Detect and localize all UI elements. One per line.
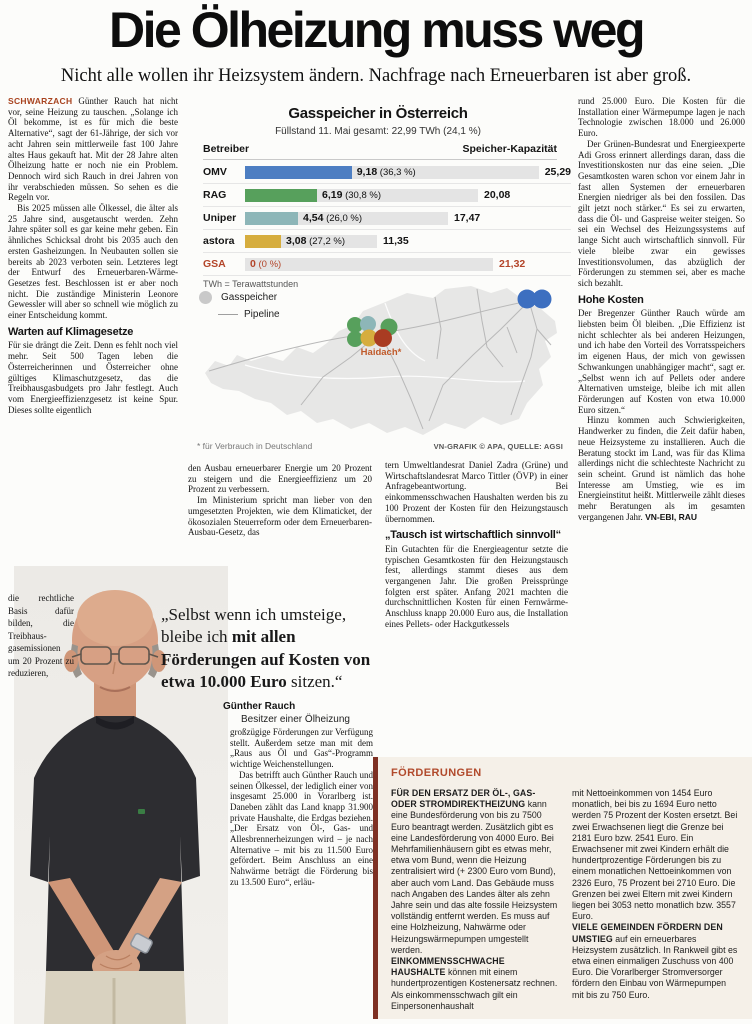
infobox-paragraph: mit Nettoeinkommen von 1454 Euro monatlich, bei bis zu 1694 Euro netto werden 75 Prozent der Kosten ersetzt. Bei zwei Erwachsenen liegt die Grenze bei 2181 Euro bzw. 2541 Euro. Ein Erwachsener mit zwei Kindern erhält die hundertprozentige Förderungen bis zu einem monatlichen Nettoeinkommen von 2326 Euro, 75 Prozent bei 2710 Euro. Die Grenzen bei zwei Eltern mit zwei Kindern liegen bei 3053 netto monatlich bzw. 3557 Euro. <box>572 788 738 922</box>
author-byline: VN-EBI, RAU <box>645 511 698 522</box>
capacity-track <box>245 189 478 202</box>
paragraph: Das betrifft auch Günther Rauch und seinen Ölkessel, der lediglich einer von insgesamt 25.000 in Vorarlberg ist. Daneben zählt das Land knapp 31.900 private Haushalte, die Erdgas beziehen. „Der Ersatz von Öl-, Gas- und Allesbrennerheizungen wird – je nach Alternative – mit bis zu 11.500 Euro gefördert. Beim Anschluss an eine Nahwärme beträgt die Förderung bis zu 13.500 Euro“, erläu- <box>230 769 373 887</box>
chart-column-headers <box>203 143 557 160</box>
chart-row-gsa <box>203 253 571 276</box>
chart-row-omv <box>203 161 571 184</box>
legend-label: Gasspeicher <box>221 292 278 303</box>
map-notes <box>197 441 563 451</box>
infobox-paragraph: FÜR DEN ERSATZ DER ÖL-, GAS- ODER STROMDIREKTHEIZUNG kann eine Bundesförderung von bis zu 7500 Euro beantragt werden. Zusätzlich gibt es eine Landesförderung von 4000 Euro. Bei Mehrfamilienhäusern gibt es etwas mehr, etwa vom Bund, wenn die Heizung zentralisiert wird (+ 2300 Euro vom Bund), aber auch vom Land. Das Gebäude muss nach Angaben des Landes älter als zehn Jahre sein und das alte fossile Heizsystem vollständig entfernt werden. Es muss auf eine Holzheizung, Nahwärme oder Heizungswärmepumpen umgestellt werden. <box>391 788 558 955</box>
fill-value: 6,19 (30,8 %) <box>322 188 381 201</box>
map-footnote: * für Verbrauch in Deutschland <box>197 441 313 451</box>
infobox-paragraph: EINKOMMENSSCHWACHE HAUSHALTE können mit einem hundertprozentigen Kostenersatz rechnen. Als einkommensschwach gilt ein Einpersonenhaushalt <box>391 956 558 1011</box>
legend-item-pipeline <box>199 306 280 323</box>
infobox-foerderungen <box>373 757 752 1019</box>
chart-header-right: Speicher-Kapazität <box>462 143 557 155</box>
paragraph-text: Günther Rauch hat nicht vor, seine Heizung zu tauschen. „Solange ich Öl bekomme, ist es für mich die beste Alternative“, sagt der 61-Jährige, der sich vor acht Jahren sein mittlerweile fast 100 Jahre altes Haus gekauft hat. Mit der 28 Jahre alten Ölheizung hatte er noch nie ein Problem. Dennoch wird sich Rauch in drei Jahren von ihr verabschieden müssen. So sehen es die Regeln vor. <box>8 96 178 203</box>
fill-bar <box>245 166 352 179</box>
chart-footnote: TWh = Terawattstunden <box>203 279 299 289</box>
infobox-columns <box>391 788 740 1012</box>
chart-subtitle: Füllstand 11. Mai gesamt: 22,99 TWh (24,1 %) <box>275 126 481 137</box>
subheadline: Nicht alle wollen ihr Heizsystem ändern. Nachfrage nach Erneuerbaren ist aber groß. <box>60 66 692 86</box>
capacity-value: 21,32 <box>499 258 526 270</box>
quote-author-role: Besitzer einer Ölheizung <box>241 713 350 725</box>
article-column-3 <box>385 460 568 630</box>
chart-header-left: Betreiber <box>203 143 250 155</box>
legend-label: Pipeline <box>244 309 280 320</box>
pull-quote-text <box>161 604 377 694</box>
gas-storage-infographic <box>185 103 571 461</box>
fill-bar <box>245 189 317 202</box>
quote-author: Günther Rauch <box>223 700 296 712</box>
fill-bar <box>245 235 281 248</box>
infobox-paragraph: VIELE GEMEINDEN FÖRDERN DEN UMSTIEG auf ein erneuerbares Heizsystem zusätzlich. In Rankweil gibt es etwa einen einmaligen Zuschuss von 400 Euro. Die Vorarlberger Stromversorger fördern den Einbau von Wärmepumpen mit bis zu 750 Euro. <box>572 922 738 1000</box>
capacity-value: 17,47 <box>454 212 481 224</box>
chart-row-rag <box>203 184 571 207</box>
paragraph-text: Hinzu kommen auch Schwierigkeiten, Handwerker zu finden, die Zeit dafür haben, neue Heizsysteme zu installieren. Auch die Beratung stockt im Land, was für das Klima allerdings nicht die schlechteste Nachricht zu sein scheint. Grund ist nämlich das hohe Interesse am Umstieg, wie es im Energieinstitut heißt. Mittlerweile zählt dieses mehr Beratungen als im gesamten vergangenen Jahr. <box>578 415 745 522</box>
capacity-value: 11,35 <box>383 235 409 247</box>
capacity-track <box>245 212 448 225</box>
paragraph <box>8 96 178 203</box>
bar-label: GSA <box>203 258 226 270</box>
fill-bar <box>245 212 298 225</box>
chart-row-uniper <box>203 207 571 230</box>
paragraph: Der Grünen-Bundesrat und Energieexperte Adi Gross erinnert allerdings daran, dass die Investitionskosten nur das eine seien. „Die Gesamtkosten waren schon vor einem Jahr in fast allen Systemen der erneuerbaren Energien niedriger als bei den fossilen. Das gilt jetzt noch stärker.“ Es sei zu erwarten, dass die Öl- und Gaspreise weiter steigen. So sei ein Wechsel des Heizungssystems auf lange Sicht auch wirtschaftlich sinnvoll. Für viele bleibe zwar ein gewisses Investitionsvolumen, das abzüglich der Förderungen zu stemmen sei, aber es mache sich bezahlt. <box>578 138 745 288</box>
capacity-value: 20,08 <box>484 189 511 201</box>
article-column-1 <box>8 96 178 415</box>
capacity-track <box>245 235 377 248</box>
fill-value: 0 (0 %) <box>250 257 282 270</box>
map-storage-dot <box>533 290 552 309</box>
paragraph: Für sie drängt die Zeit. Denn es fehlt noch viel mehr. Seit 500 Tagen leben die Österreicherinnen und Österreicher ohne gültiges Klimaschutzgesetz, das die Treibhausgasbudgets pro Jahr festlegt. Auch vom Energieeffizienzgesetz ist keine Spur. Dieses sollte eigentlich <box>8 340 178 415</box>
legend-item-gasspeicher <box>199 289 280 306</box>
map-label-haidach: Haidach* <box>360 347 402 358</box>
infobox-title: FÖRDERUNGEN <box>391 767 482 779</box>
infobox-column-2 <box>572 788 740 1012</box>
article-column-1-narrow: die rechtliche Basis dafür bilden, die Treibhausgasemissionen um 20 Prozent zu reduzieren, <box>8 593 74 678</box>
chart-rows <box>203 161 571 276</box>
chart-title: Gasspeicher in Österreich <box>288 105 468 122</box>
map-legend <box>199 289 280 323</box>
dateline: SCHWARZACH <box>8 96 73 106</box>
section-subhead-tausch: „Tausch ist wirtschaftlich sinnvoll“ <box>385 529 561 542</box>
storage-dot-icon <box>199 291 212 304</box>
pull-quote <box>161 604 377 725</box>
map-credit: VN-GRAFIK © APA, QUELLE: AGSI <box>433 442 563 451</box>
fill-value: 4,54 (26,0 %) <box>303 211 362 224</box>
paragraph: großzügige Förderungen zur Verfügung stellt. Außerdem setze man mit dem „Raus aus Öl und Gas“-Programm wichtige Weichenstellungen. <box>230 727 373 770</box>
bar-label: astora <box>203 235 235 247</box>
quote-bold: mit allen Förderungen auf Kosten von etwa 10.000 Euro <box>161 627 371 692</box>
capacity-value: 25,29 <box>544 166 571 178</box>
paragraph: Ein Gutachten für die Energieagentur setzte die typischen Gesamtkosten für den Heizungstausch fest, allerdings stammt dieses aus dem vergangenen Jahr. Die großen Preissprünge folgten erst später. Anfang 2021 machten die durchschnittlichen Kosten für einen Fernwärme-Anschluss knapp 20.000 Euro aus, die Installation eines Pellets- oder Hackgutkessels <box>385 543 568 629</box>
chart-row-astora <box>203 230 571 253</box>
paragraph: Bis 2025 müssen alle Ölkessel, die älter als 25 Jahre sind, ausgetauscht werden. Zehn Jahre später soll es gar keine mehr geben. Ein ähnliches Schicksal droht bis 2035 auch den ersten Gasheizungen. In Neubauten sollen sie bereits ab 2023 verboten sein. Letzteres legt der Entwurf des Erneuerbaren-Wärme-Gesetzes fest. Beschlossen ist er aber noch nicht. Die zuständige Ministerin Leonore Gewessler will aber so schnell wie möglich zu einer Entscheidung kommt. <box>8 203 178 321</box>
quote-regular: sitzen.“ <box>286 672 343 692</box>
infobox-column-1 <box>391 788 559 1012</box>
paragraph: Der Bregenzer Günther Rauch würde am liebsten beim Öl bleiben. „Die Effizienz ist nicht schlechter als bei anderen Heizungen, und ich habe den Vorteil des Vorratsspeichers im eigenen Haus, der mich von gewissen Schwankungen unabhängiger macht“, sagt er. „Selbst wenn ich auf Pellets oder andere Alternativen umsteige, bleibe ich mit allen Förderungen auf Kosten von etwa 10.000 Euro sitzen.“ <box>578 308 745 415</box>
paragraph: Im Ministerium spricht man lieber von den umgesetzten Projekten, wie dem Klimaticket, der ökosozialen Steuerreform oder dem Erneuerbaren-Ausbau-Gesetz, das <box>188 495 372 538</box>
article-column-2-lower <box>230 727 373 888</box>
page-title: Die Ölheizung muss weg <box>109 2 643 58</box>
map-storage-dot <box>374 329 392 347</box>
quote-regular: „Selbst wenn ich umsteige, bleibe ich <box>161 605 347 647</box>
paragraph: tern Umweltlandesrat Daniel Zadra (Grüne) und Wirtschaftslandesrat Marco Tittler (ÖVP) in einer Anfragebeantwortung. Bei einkommensschwachen Haushalten werden bis zu 100 Prozent der Kosten für den Heizungstausch übernommen. <box>385 460 568 524</box>
article-column-2-upper <box>188 463 372 538</box>
article-column-4 <box>578 96 745 522</box>
austria-map <box>185 281 571 461</box>
section-subhead-klimagesetze: Warten auf Klimagesetze <box>8 325 134 338</box>
paragraph: den Ausbau erneuerbarer Energie um 20 Prozent zu steigern und die Energieeffizienz um 20 Prozent zu verbessern. <box>188 463 372 495</box>
paragraph: rund 25.000 Euro. Die Kosten für die Installation einer Wärmepumpe lagen je nach Technologie zwischen 18.000 und 26.000 Euro. <box>578 96 745 139</box>
capacity-track <box>245 258 493 271</box>
section-subhead-hohe-kosten: Hohe Kosten <box>578 293 644 306</box>
bar-label: Uniper <box>203 212 237 224</box>
fill-value: 3,08 (27,2 %) <box>286 234 345 247</box>
bar-label: RAG <box>203 189 227 201</box>
pipeline-line-icon <box>218 314 238 315</box>
paragraph <box>578 415 745 522</box>
capacity-track <box>245 166 539 179</box>
fill-value: 9,18 (36,3 %) <box>356 165 416 178</box>
bar-label: OMV <box>203 166 227 178</box>
